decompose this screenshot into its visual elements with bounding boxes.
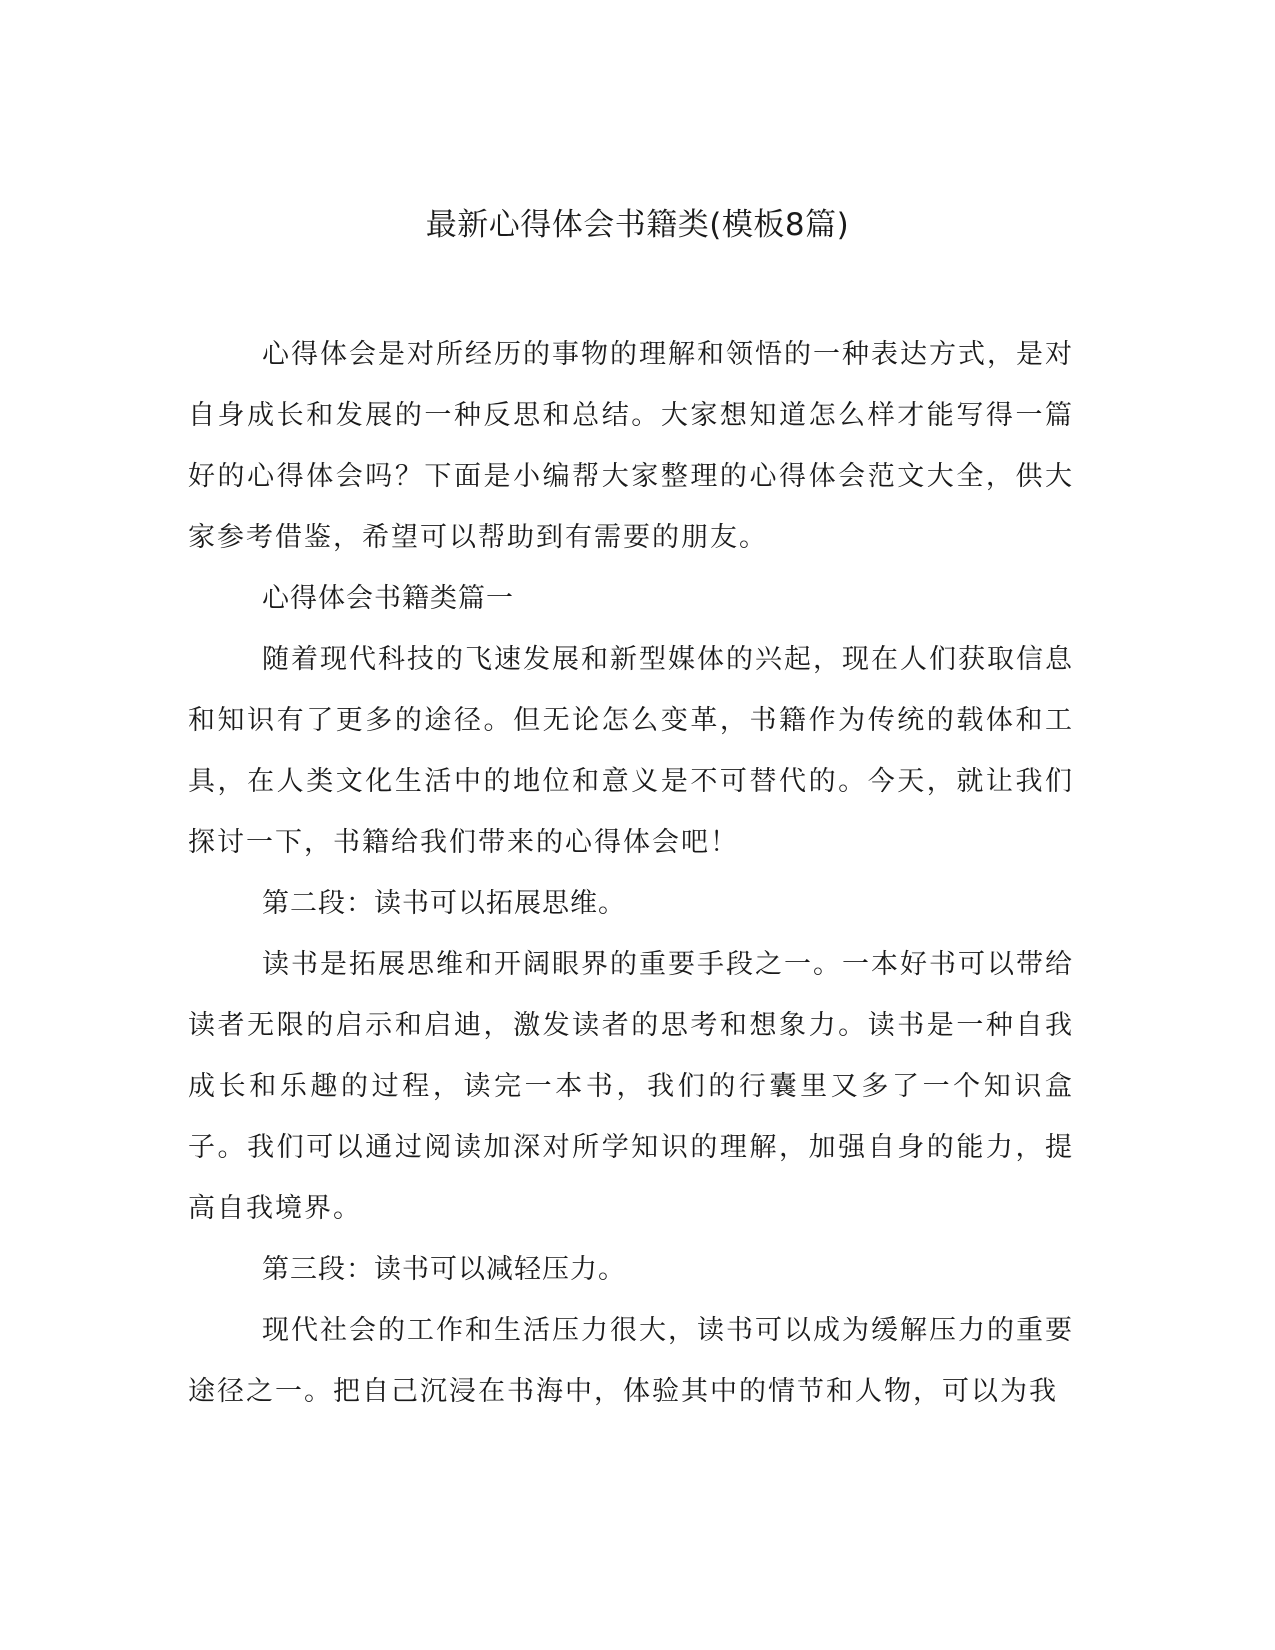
- document-body: [188, 324, 1074, 1422]
- paragraph-3: 现代社会的工作和生活压力很大，读书可以成为缓解压力的重要途径之一。把自己沉浸在书海中，体验其中的情节和人物，可以为我: [188, 1315, 1074, 1407]
- section-heading-2: 第二段：读书可以拓展思维。: [262, 888, 626, 919]
- section-heading-3: 第三段：读书可以减轻压力。: [262, 1254, 626, 1285]
- document-title: 最新心得体会书籍类(模板8篇): [425, 207, 850, 243]
- intro-paragraph: 心得体会是对所经历的事物的理解和领悟的一种表达方式，是对自身成长和发展的一种反思和总结。大家想知道怎么样才能写得一篇好的心得体会吗？下面是小编帮大家整理的心得体会范文大全，供大家参考借鉴，希望可以帮助到有需要的朋友。: [188, 339, 1074, 553]
- section-title: 心得体会书籍类篇一: [262, 583, 514, 614]
- section-intro-paragraph: 随着现代科技的飞速发展和新型媒体的兴起，现在人们获取信息和知识有了更多的途径。但无论怎么变革，书籍作为传统的载体和工具，在人类文化生活中的地位和意义是不可替代的。今天，就让我们探讨一下，书籍给我们带来的心得体会吧！: [188, 644, 1074, 858]
- paragraph-2: 读书是拓展思维和开阔眼界的重要手段之一。一本好书可以带给读者无限的启示和启迪，激发读者的思考和想象力。读书是一种自我成长和乐趣的过程，读完一本书，我们的行囊里又多了一个知识盒子。我们可以通过阅读加深对所学知识的理解，加强自身的能力，提高自我境界。: [188, 949, 1074, 1224]
